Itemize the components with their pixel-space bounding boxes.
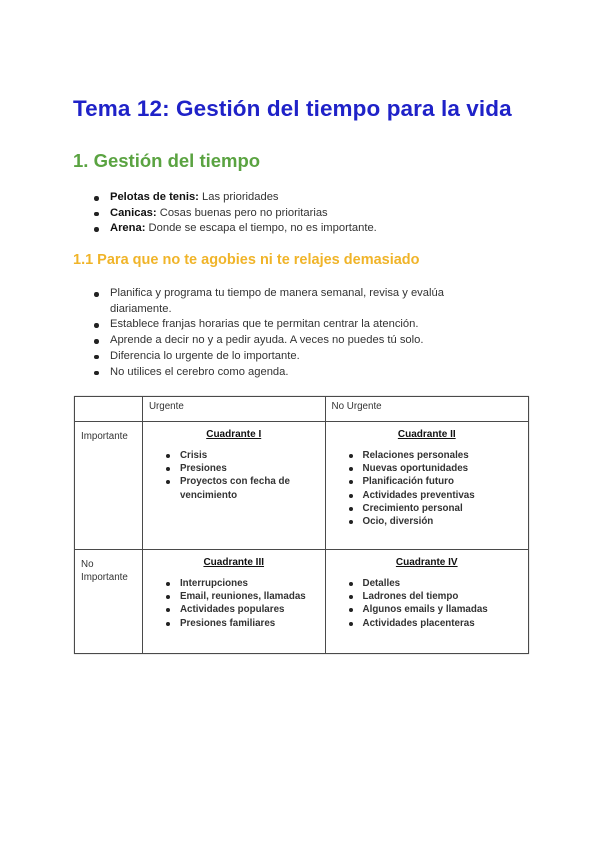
list-item <box>88 221 508 237</box>
quadrant-1-list <box>143 449 325 502</box>
list-item: Interrupciones <box>165 577 325 590</box>
quadrant-2-title: Cuadrante II <box>397 429 456 440</box>
quadrant-4-cell <box>325 550 528 654</box>
matrix-corner-cell <box>75 397 143 422</box>
item-text: Donde se escapa el tiempo, no es importante. <box>145 222 377 235</box>
quadrant-2-list <box>326 449 528 528</box>
quadrant-2-cell <box>325 422 528 550</box>
table-row <box>75 550 529 654</box>
list-item: Aprende a decir no y a pedir ayuda. A veces no puedes tú solo. <box>88 333 488 349</box>
quadrant-3-cell <box>142 550 325 654</box>
quadrant-1-title: Cuadrante I <box>206 429 262 440</box>
list-item: Presiones familiares <box>165 617 325 630</box>
list-item: Actividades preventivas <box>348 489 528 502</box>
list-item: Actividades populares <box>165 603 325 616</box>
item-label: Pelotas de tenis: <box>110 191 199 203</box>
list-item: Crisis <box>165 449 325 462</box>
list-item: Nuevas oportunidades <box>348 462 528 475</box>
list-item: Email, reuniones, llamadas <box>165 590 325 603</box>
table-row <box>75 422 529 550</box>
quadrant-4-title: Cuadrante IV <box>395 557 458 568</box>
list-item: Ocio, diversión <box>348 515 528 528</box>
list-item: Proyectos con fecha de vencimiento <box>165 475 325 501</box>
col-header-urgent: Urgente <box>142 397 325 422</box>
subsection-heading-agobies: 1.1 Para que no te agobies ni te relajes demasiado <box>73 252 420 268</box>
quadrant-4-list <box>326 577 528 630</box>
list-item: Presiones <box>165 462 325 475</box>
eisenhower-matrix <box>74 396 529 654</box>
list-item: Relaciones personales <box>348 449 528 462</box>
list-item: Diferencia lo urgente de lo importante. <box>88 349 488 365</box>
list-item: Ladrones del tiempo <box>348 590 528 603</box>
list-item <box>88 190 508 206</box>
list-item: Planifica y programa tu tiempo de manera semanal, revisa y evalúa diariamente. <box>88 286 488 317</box>
row-header-important: Importante <box>75 422 143 550</box>
list-item: Detalles <box>348 577 528 590</box>
quadrant-3-title: Cuadrante III <box>203 557 265 568</box>
col-header-not-urgent: No Urgente <box>325 397 528 422</box>
item-label: Arena: <box>110 222 146 235</box>
section-heading-gestion: 1. Gestión del tiempo <box>73 150 261 171</box>
item-label: Canicas: <box>110 206 157 219</box>
quadrant-1-cell <box>142 422 325 550</box>
quadrant-3-list <box>143 577 325 630</box>
document-title: Tema 12: Gestión del tiempo para la vida <box>73 96 512 121</box>
tips-list <box>88 286 488 380</box>
table-row <box>75 397 529 422</box>
list-item: No utilices el cerebro como agenda. <box>88 365 488 381</box>
list-item: Actividades placenteras <box>348 617 528 630</box>
list-item <box>88 206 508 222</box>
list-item: Planificación futuro <box>348 475 528 488</box>
metaphor-list <box>88 190 508 237</box>
item-text: Cosas buenas pero no prioritarias <box>156 206 328 219</box>
list-item: Crecimiento personal <box>348 502 528 515</box>
list-item: Establece franjas horarias que te permitan centrar la atención. <box>88 317 488 333</box>
list-item: Algunos emails y llamadas <box>348 603 528 616</box>
item-text: Las prioridades <box>198 191 279 203</box>
row-header-not-important: No Importante <box>75 550 143 654</box>
